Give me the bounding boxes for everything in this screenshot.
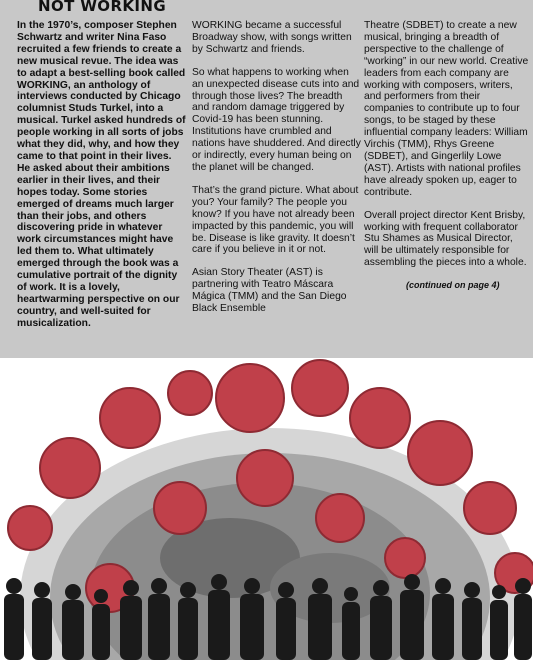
paragraph: In the 1970’s, composer Stephen Schwartz and writer Nina Faso recruited a few friends to create a new musical revue. The idea was to adapt a best-selling book called WORKING, an anthology of interviews conducted by Chicago columnist Studs Turkel, into a musical. Turkel asked hundreds of people working in all sorts of jobs what they did, why, and how they came to that point in their lives. He asked about their ambitions earlier in their lives, and their hopes today. Some stories emerged of dreams much larger than their jobs, and others discovering pride in whatever work circumstances might have led them to. What ultimately emerged through the book was a cumulative portrait of the dignity of work. It is a lovely, heartwarming perspective on our country, and well-suited for musicalization. xyxy=(17,20,186,329)
headline: NOT WORKING xyxy=(38,0,167,15)
paragraph: Asian Story Theater (AST) is partnering with Teatro Máscara Mágica (TMM) and the San Diego Black Ensemble xyxy=(192,267,347,315)
paragraph: That’s the grand picture. What about you? Your family? The people you know? If you have not already been impacted by this pandemic, you will be. Disease is like gravity. It doesn’t care if you believe in it or not. xyxy=(192,184,359,256)
article-column-2 xyxy=(192,20,362,326)
paragraph: WORKING became a successful Broadway show, with songs written by Schwartz and friends. xyxy=(192,20,352,55)
virus-illustration xyxy=(0,358,533,660)
article-column-1 xyxy=(17,20,187,341)
continued-note: (continued on page 4) xyxy=(406,280,500,291)
paragraph: So what happens to working when an unexpected disease cuts into and through those lives? The breadth and random damage triggered by Covid-19 has been stunning. Institutions have crumbled and nations have shuddered. And directly or indirectly, every human being on the planet will be changed. xyxy=(192,66,361,173)
article-column-3 xyxy=(364,20,529,292)
paragraph: Overall project director Kent Brisby, working with frequent collaborator Stu Shames as Musical Director, will be ultimately responsible for assembling the pieces into a whole. xyxy=(364,209,527,269)
paragraph: Theatre (SDBET) to create a new musical, bringing a breadth of perspective to the challenge of “working” in our new world. Creative leaders from each company are working with composers, writers, and performers from their companies to contribute up to four songs, to be staged by these influential company leaders: William Virchis (TMM), Rhys Greene (SDBET), and Gingerlily Lowe (AST). Artists with national profiles have already spoken up, eager to contribute. xyxy=(364,20,529,198)
